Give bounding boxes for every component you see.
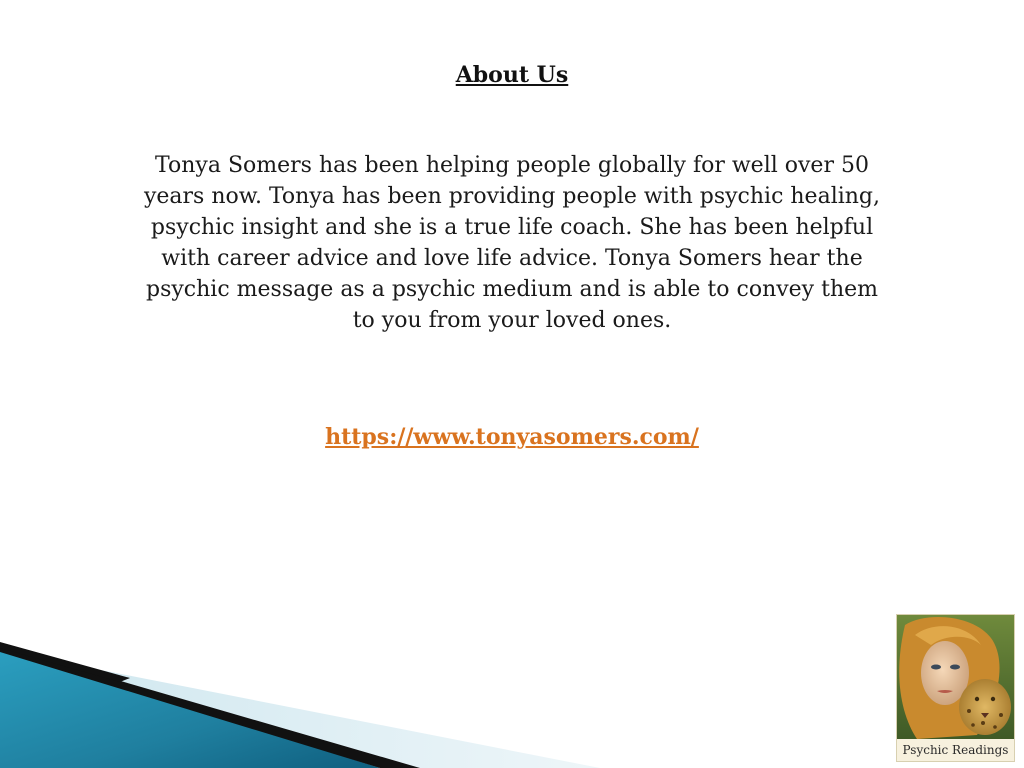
portrait-illustration bbox=[897, 615, 1014, 739]
psychic-readings-image bbox=[896, 614, 1015, 762]
website-link[interactable]: https://www.tonyasomers.com/ bbox=[325, 424, 699, 450]
about-paragraph: Tonya Somers has been helping people globally for well over 50 years now. Tonya has been providing people with psychic healing, psychic insight and she is a true life coach. She has been helpful with career advice and love life advice. Tonya Somers hear the psychic message as a psychic medium and is able to convey them to you from your loved ones. bbox=[143, 153, 881, 333]
decorative-swoosh bbox=[0, 600, 1024, 768]
image-caption: Psychic Readings bbox=[897, 739, 1014, 761]
page-title: About Us bbox=[455, 62, 569, 88]
